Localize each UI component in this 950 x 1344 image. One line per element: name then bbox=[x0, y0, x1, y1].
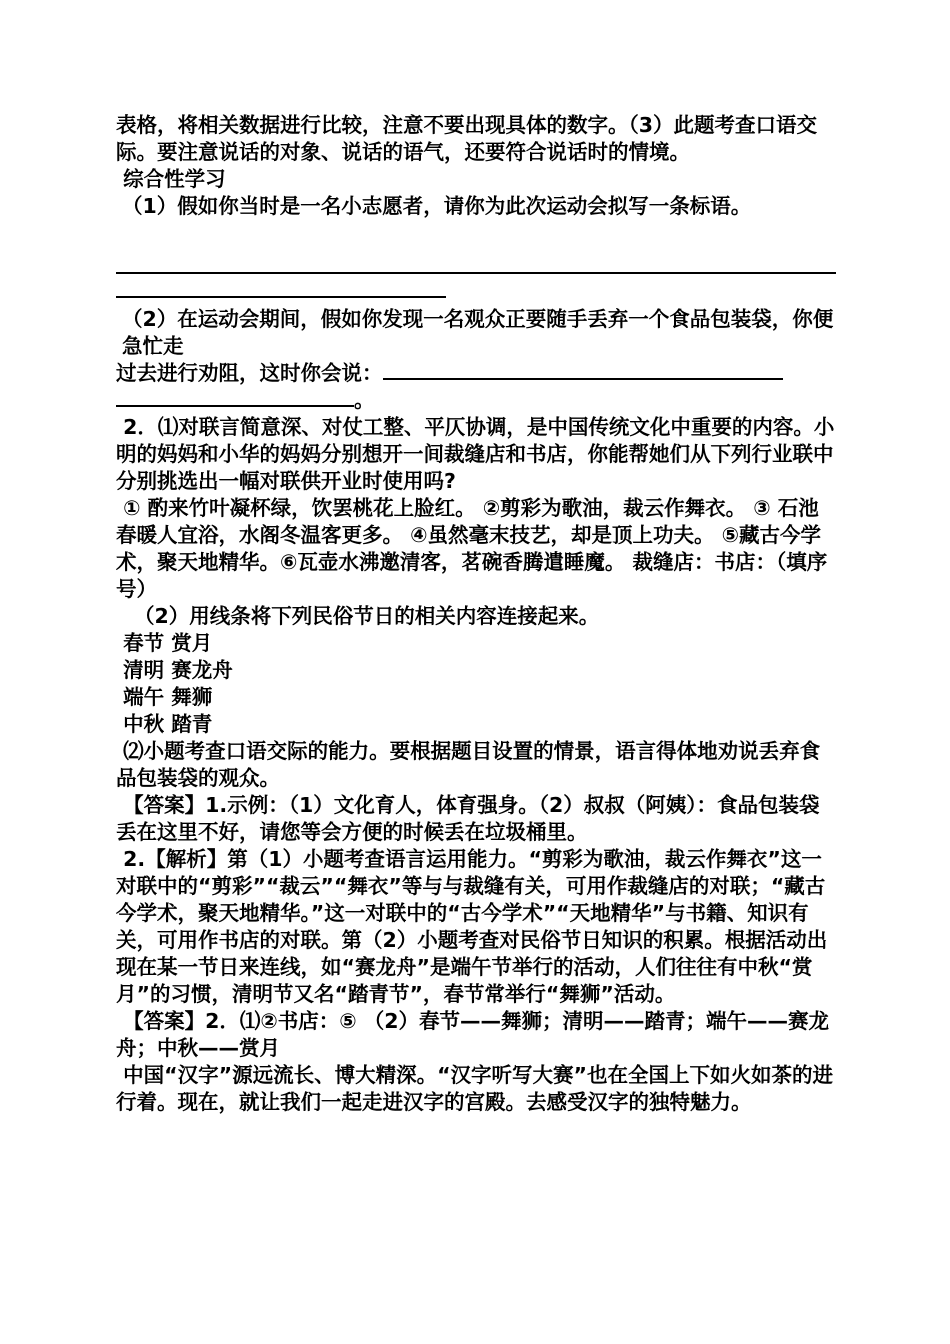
answer-blank-short[interactable] bbox=[116, 387, 354, 407]
answer-line-2[interactable] bbox=[116, 274, 446, 298]
question-persuade-prompt bbox=[116, 360, 838, 387]
answer-blank-long[interactable] bbox=[383, 360, 783, 380]
answer-line-1[interactable] bbox=[116, 250, 836, 274]
question-festival: （2）用线条将下列民俗节日的相关内容连接起来。 bbox=[134, 604, 600, 628]
festival-row-2: 清明 赛龙舟 bbox=[116, 658, 233, 682]
section-heading: 综合性学习 bbox=[116, 167, 226, 191]
festival-row-3: 端午 舞狮 bbox=[116, 685, 213, 709]
document-page bbox=[116, 112, 838, 1116]
festival-row-1: 春节 赏月 bbox=[116, 631, 213, 655]
intro-hanzi: 中国“汉字”源远流长、博大精深。“汉字听写大赛”也在全国上下如火如茶的进行着。现在，就让我们一起走进汉字的宫殿。去感受汉字的独特魅力。 bbox=[116, 1063, 834, 1114]
answer-2: 【答案】2．⑴②书店：⑤ （2）春节——舞狮；清明——踏青；端午——赛龙舟；中秋——赏月 bbox=[116, 1009, 830, 1060]
question-couplet: 2．⑴对联言简意深、对仗工整、平仄协调，是中国传统文化中重要的内容。小明的妈妈和小华的妈妈分别想开一间裁缝店和书店，你能帮她们从下列行业联中分别挑选出一幅对联供开业时使用吗? bbox=[116, 415, 835, 493]
answer-1: 【答案】1.示例：（1）文化育人，体育强身。（2）叔叔（阿姨）：食品包装袋丢在这里不好，请您等会方便的时候丢在垃圾桶里。 bbox=[116, 793, 820, 844]
couplet-options: ① 酌来竹叶凝杯绿，饮罢桃花上脸红。 ②剪彩为歌油，裁云作舞衣。 ③ 石池春暖人宜浴，水阁冬温客更多。 ④虽然毫末技艺，却是顶上功夫。 ⑤藏古今学术，聚天地精华。⑥瓦壶水沸邀清客，茗碗香腾遣睡魔。 裁缝店：书店：（填序号） bbox=[116, 496, 828, 601]
period-mark: 。 bbox=[354, 388, 375, 412]
paragraph-analysis-end: 表格，将相关数据进行比较，注意不要出现具体的数字。（3）此题考查口语交际。要注意说话的对象、说话的语气，还要符合说话时的情境。 bbox=[116, 113, 818, 164]
analysis-oral: ⑵小题考查口语交际的能力。要根据题目设置的情景，语言得体地劝说丢弃食品包装袋的观众。 bbox=[116, 739, 821, 790]
question-persuade: （2）在运动会期间，假如你发现一名观众正要随手丢弃一个食品包装袋，你便急忙走 bbox=[122, 307, 834, 358]
analysis-2: 2.【解析】第（1）小题考查语言运用能力。“剪彩为歌油，裁云作舞衣”这一对联中的“剪彩”“裁云”“舞衣”等与与裁缝有关，可用作裁缝店的对联；“藏古今学术，聚天地精华。”这一对联中的“古今学术”“天地精华”与书籍、知识有关，可用作书店的对联。第（2）小题考查对民俗节日知识的积累。根据活动出现在某一节日来连线，如“赛龙舟”是端午节举行的活动，人们往往有中秋“赏月”的习惯，清明节又名“踏青节”，春节常举行“舞狮”活动。 bbox=[116, 847, 828, 1006]
prompt-text: 过去进行劝阻，这时你会说： bbox=[116, 361, 383, 385]
festival-row-4: 中秋 踏青 bbox=[116, 712, 213, 736]
question-persuade-end bbox=[116, 387, 838, 414]
question-slogan: （1）假如你当时是一名小志愿者，请你为此次运动会拟写一条标语。 bbox=[122, 194, 752, 218]
spacer bbox=[116, 220, 838, 250]
